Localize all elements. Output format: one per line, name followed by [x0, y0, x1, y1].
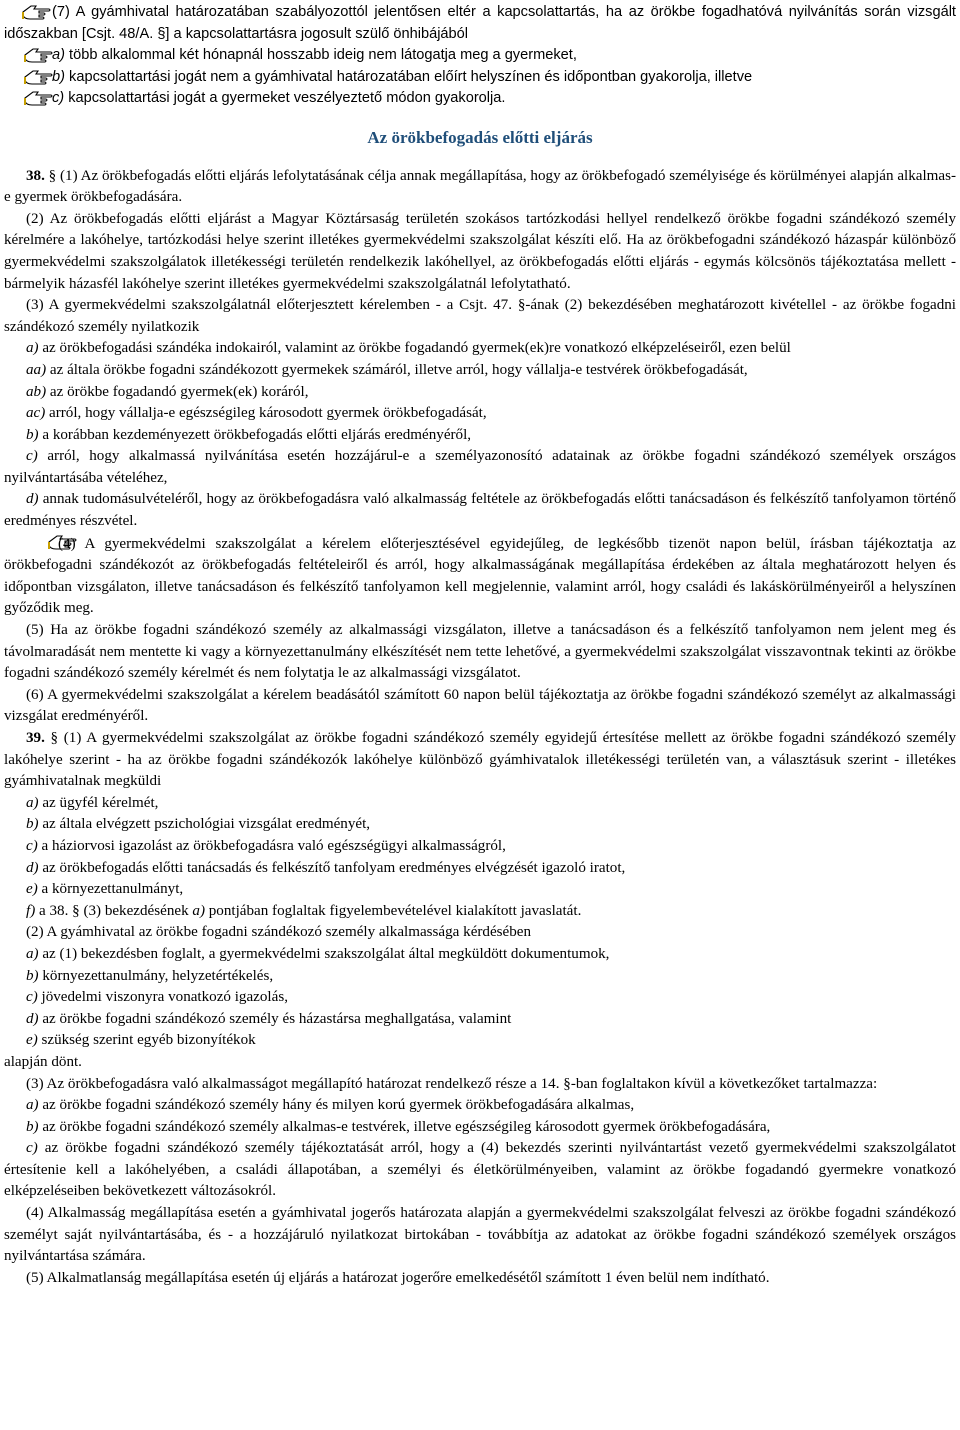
item-label: b) — [26, 816, 39, 833]
s39-p2-item-c — [4, 987, 956, 1009]
item-label: d) — [26, 1010, 39, 1027]
item-text: az örökbe fogadni szándékozó személy és házastársa meghallgatása, valamint — [38, 1010, 512, 1027]
s38-item-ab — [4, 382, 956, 404]
s39-p3-item-a — [4, 1095, 956, 1117]
item-label: ac) — [26, 405, 46, 422]
item-text: pontjában foglaltak figyelembevételével kialakított javaslatát. — [204, 902, 582, 919]
pointing-hand-icon — [24, 46, 54, 64]
item-label: b) — [26, 426, 39, 443]
amendment-c — [4, 88, 956, 110]
s39-p2-item-b — [4, 966, 956, 988]
item-label: e) — [26, 1032, 38, 1049]
item-text: több alkalommal két hónapnál hosszabb ideig nem látogatja meg a gyermeket, — [64, 47, 577, 64]
s38-item-b — [4, 425, 956, 447]
pointing-hand-icon — [22, 3, 52, 21]
item-label: c) — [26, 837, 38, 854]
s38-p3: (3) A gyermekvédelmi szakszolgálatnál előterjesztett kérelemben - a Csjt. 47. §-ának (2) bekezdésében meghatározott kivétellel - az örökbe fogadni szándékozó személy nyilatkozik — [4, 297, 956, 335]
pointing-hand-icon — [24, 68, 54, 86]
item-text: az örökbe fogadni szándékozó személy alkalmas-e testvérek, illetve egészségileg károsodott gyermek örökbefogadására, — [38, 1118, 771, 1135]
item-label: b) — [52, 68, 65, 85]
s39-p4: (4) Alkalmasság megállapítása esetén a gyámhivatal jogerős határozata alapján a gyermekvédelmi szakszolgálat felveszi az örökbe fogadni szándékozó személyt saját nyilvántartásába, és - a hozzájáruló nyilatkozat birtokában - továbbítja az adatokat az örökbe fogadni szándékozó személyek országos nyilvántartása számára. — [4, 1205, 956, 1265]
s39-p2: (2) A gyámhivatal az örökbe fogadni szándékozó személy alkalmassága kérdésében — [26, 924, 532, 941]
item-label: a) — [192, 902, 205, 919]
amendment-b — [4, 67, 956, 89]
s39-p2-item-e — [4, 1030, 956, 1052]
item-label: aa) — [26, 361, 47, 378]
item-text: az (1) bekezdésben foglalt, a gyermekvédelmi szakszolgálat által megküldött dokumentumok, — [38, 945, 610, 962]
s38-item-aa — [4, 360, 956, 382]
item-label: a) — [52, 47, 65, 64]
item-text: az általa örökbe fogadni szándékozott gyermekek számáról, illetve arról, hogy vállalja-e testvérek örökbefogadását, — [46, 361, 748, 378]
pointing-hand-icon — [26, 533, 56, 551]
item-label: c) — [52, 90, 65, 107]
s39-p2-item-a — [4, 944, 956, 966]
s39-item-c — [4, 836, 956, 858]
amendment-a — [4, 45, 956, 67]
item-text: az örökbe fogadandó gyermek(ek) koráról, — [46, 383, 309, 400]
paragraph-text: (4) A gyermekvédelmi szakszolgálat a kérelem előterjesztésével egyidejűleg, de legkésőbb tizenöt napon belül, írásban tájékoztatja az örökbefogadni szándékozót az örökbefogadás feltételeiről és arról, hogy alkalmasságának megállapítása érdekében az általa meghatározott helyen és időpontban vizsgálaton, illetve tanácsadáson és felkészítő tanfolyamon kell megjelennie, valamint arról, hogy családi és lakáskörülményeiről a helyszínen győződik meg. — [4, 535, 956, 617]
s38-p5: (5) Ha az örökbe fogadni szándékozó személy az alkalmassági vizsgálaton, illetve a tanácsadáson és a felkészítő tanfolyamon nem jelent meg és távolmaradását nem mentette ki vagy a környezettanulmány elkészítését nem tette lehetővé, a gyermekvédelmi szakszolgálat visszavontnak tekinti az örökbe fogadni szándékozó személy kérelmét és nem folytatja le az alkalmassági vizsgálatot. — [4, 622, 956, 682]
s38-item-ac — [4, 403, 956, 425]
paragraph-text: § (1) Az örökbefogadás előtti eljárás lefolytatásának célja annak megállapítása, hogy az örökbefogadó személyisége és körülményei alapján alkalmas-e gyermek örökbefogadására. — [4, 167, 956, 206]
item-label: b) — [26, 1118, 39, 1135]
item-label: ab) — [26, 383, 47, 400]
s39-item-a — [4, 793, 956, 815]
s39-item-e — [4, 879, 956, 901]
section-number: 38. — [26, 167, 45, 184]
item-text: kapcsolattartási jogát nem a gyámhivatal határozatában előírt helyszínen és időpontban gyakorolja, illetve — [64, 68, 753, 85]
s38-p1 — [4, 166, 956, 209]
item-text: arról, hogy alkalmassá nyilvánítása esetén hozzájárul-e a személyazonosító adatainak az örökbe fogadni szándékozó személyek országos nyilvántartásába vételéhez, — [4, 448, 956, 486]
amendment-paragraph-7 — [4, 2, 956, 45]
section-heading: Az örökbefogadás előtti eljárás — [367, 127, 593, 147]
paragraph-text: § (1) A gyermekvédelmi szakszolgálat az örökbe fogadni szándékozó személy egyidejű értesítése mellett az örökbe fogadni szándékozó személy lakóhelye szerint - ha az örökbe fogadni szándékozók lakóhelye különböző gyámhivatalok illetékességi területén van, a választásuk szerint - illetékes gyámhivatalnak megküldi — [4, 730, 956, 790]
item-label: c) — [26, 989, 38, 1006]
s38-p2: (2) Az örökbefogadás előtti eljárást a Magyar Köztársaság területén szokásos tartózkodási hellyel rendelkező örökbe fogadni szándékozó személy kérelmére a lakóhelye, tartózkodási helye szerint illetékes gyermekvédelmi szakszolgálat készíti elő. Ha az örökbefogadni szándékozó házaspár különböző gyermekvédelmi szakszolgálatok illetékességi területén rendelkezik lakóhellyel, az örökbefogadás előtti eljárás - egymás kölcsönös tájékoztatása mellett - bármelyik házasfél lakóhelye szerint illetékes gyermekvédelmi szakszolgálatnál lefolytatható. — [4, 210, 956, 292]
item-text: arról, hogy vállalja-e egészségileg károsodott gyermek örökbefogadását, — [45, 405, 487, 422]
section-number: 39. — [26, 730, 45, 746]
item-text: az örökbe fogadni szándékozó személy tájékoztatását arról, hogy a (4) bekezdés szerinti nyilvántartást vezető gyermekvédelmi szakszolgálatot értesítenie kell a lakóhelyében, a családi állapotában, a személyi és életkörülményeiben, valamint az örökbe fogadandó gyermekre vonatkozó elképzeléseiben bekövetkezett változásokról. — [4, 1140, 956, 1200]
s39-item-b — [4, 814, 956, 836]
s39-item-d — [4, 858, 956, 880]
s39-p2-end: alapján dönt. — [4, 1053, 82, 1070]
s39-p3-item-b — [4, 1117, 956, 1139]
item-label: c) — [26, 1140, 38, 1157]
s38-item-c — [4, 446, 956, 489]
item-label: b) — [26, 967, 39, 984]
s39-p2-item-d — [4, 1009, 956, 1031]
item-text: kapcsolattartási jogát a gyermeket veszélyeztető módon gyakorolja. — [64, 90, 506, 107]
item-text: annak tudomásulvételéről, hogy az örökbefogadásra való alkalmasság feltétele az örökbefogadás előtti tanácsadáson és felkészítő tanfolyamon történő eredményes részvétel. — [4, 491, 956, 530]
item-text: az általa elvégzett pszichológiai vizsgálat eredményét, — [38, 816, 371, 833]
s38-item-a — [4, 338, 956, 360]
item-label: a) — [26, 340, 39, 357]
item-label: d) — [26, 491, 39, 508]
item-text: a környezettanulmányt, — [37, 881, 184, 898]
item-text: jövedelmi viszonyra vonatkozó igazolás, — [37, 989, 288, 1006]
item-text: szükség szerint egyéb bizonyítékok — [37, 1032, 256, 1049]
item-text: az ügyfél kérelmét, — [38, 794, 159, 811]
s39-p5: (5) Alkalmatlanság megállapítása esetén új eljárás a határozat jogerőre emelkedésétől számított 1 éven belül nem indítható. — [26, 1269, 770, 1286]
item-label: d) — [26, 859, 39, 876]
item-text: a háziorvosi igazolást az örökbefogadásra való egészségügyi alkalmasságról, — [37, 837, 506, 854]
item-label: f) — [26, 902, 36, 919]
amendment-7-text: (7) A gyámhivatal határozatában szabályozottól jelentősen eltér a kapcsolattartás, ha az örökbe fogadhatóvá nyilvánítás során vizsgált időszakban [Csjt. 48/A. §] a kapcsolattartásra jogosult szülő önhibájából — [4, 4, 956, 42]
item-text: környezettanulmány, helyzetértékelés, — [38, 967, 274, 984]
item-label: a) — [26, 945, 39, 962]
s38-p4 — [4, 533, 956, 620]
item-text: az örökbefogadási szándéka indokairól, valamint az örökbe fogadandó gyermek(ek)re vonatkozó elképzeléseiről, ezen belül — [38, 340, 791, 357]
item-text: az örökbefogadás előtti tanácsadás és felkészítő tanfolyam eredményes elvégzését igazoló iratot, — [38, 859, 626, 876]
s38-item-d — [4, 489, 956, 532]
item-label: e) — [26, 881, 38, 898]
item-label: a) — [26, 1097, 39, 1114]
item-label: a) — [26, 794, 39, 811]
s39-p3: (3) Az örökbefogadásra való alkalmasságot megállapító határozat rendelkező része a 14. §-ban foglaltakon kívül a következőket tartalmazza: — [26, 1075, 878, 1092]
pointing-hand-icon — [24, 89, 54, 107]
s39-p3-item-c — [4, 1138, 956, 1203]
s39-item-f — [4, 901, 956, 923]
s39-p1 — [4, 728, 956, 793]
item-text: a korábban kezdeményezett örökbefogadás előtti eljárás eredményéről, — [38, 426, 472, 443]
item-text: az örökbe fogadni szándékozó személy hány és milyen korú gyermek örökbefogadására alkalmas, — [38, 1097, 635, 1114]
item-label: c) — [26, 448, 38, 465]
s38-p6: (6) A gyermekvédelmi szakszolgálat a kérelem beadásától számított 60 napon belül tájékoztatja az örökbe fogadni szándékozó személyt az alkalmassági vizsgálat eredményéről. — [4, 686, 956, 725]
item-text: a 38. § (3) bekezdésének — [35, 902, 193, 919]
